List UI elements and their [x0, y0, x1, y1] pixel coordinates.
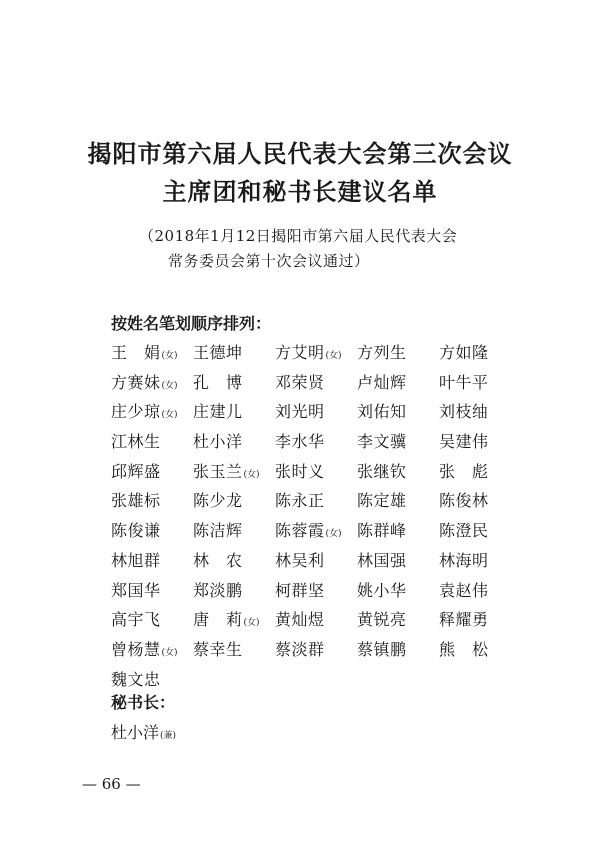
presidium-member [111, 342, 193, 372]
secretary-general-heading: 秘书长： [111, 693, 176, 712]
document-title-line-1: 揭阳市第六届人民代表大会第三次会议 [87, 140, 513, 168]
member-name: 孔 博 [193, 372, 243, 392]
member-name: 释耀勇 [439, 610, 489, 630]
member-name: 吴建伟 [439, 432, 489, 452]
member-name: 林海明 [439, 550, 489, 570]
member-name: 庄建儿 [193, 402, 243, 422]
presidium-member [193, 372, 275, 402]
member-name: 刘光明 [275, 402, 325, 422]
member-name: 姚小华 [357, 580, 407, 600]
member-name: 黄锐亮 [357, 610, 407, 630]
presidium-member [439, 372, 521, 402]
member-name: 陈澄民 [439, 521, 489, 541]
member-gender-note: (女) [161, 647, 178, 658]
presidium-member [111, 490, 193, 520]
presidium-member [111, 431, 193, 461]
member-name: 刘佑知 [357, 402, 407, 422]
member-name: 陈俊谦 [111, 521, 161, 541]
presidium-member [275, 401, 357, 431]
presidium-member [275, 461, 357, 491]
presidium-member [439, 520, 521, 550]
presidium-member [439, 401, 521, 431]
member-name: 王德坤 [193, 343, 243, 362]
presidium-member [357, 609, 439, 639]
member-name: 魏文忠 [111, 669, 161, 689]
member-name: 杜小洋 [193, 432, 243, 452]
secretary-general-entry [111, 720, 176, 743]
member-name: 林旭群 [111, 550, 161, 570]
member-name: 蔡镇鹏 [357, 639, 407, 659]
presidium-member [439, 609, 521, 639]
presidium-member [275, 580, 357, 610]
member-name: 陈俊林 [439, 491, 489, 511]
member-name: 陈洁辉 [193, 521, 243, 541]
member-name: 方如隆 [439, 343, 489, 362]
presidium-member [275, 520, 357, 550]
presidium-member [275, 609, 357, 639]
presidium-member [111, 461, 193, 491]
adoption-note-line-2: 常务委员会第十次会议通过） [168, 252, 370, 270]
member-name: 李文骥 [357, 432, 407, 452]
member-name: 高宇飞 [111, 610, 161, 630]
member-name: 林国强 [357, 550, 407, 570]
member-gender-note: (女) [243, 469, 260, 480]
presidium-name-list [111, 342, 511, 698]
member-name: 卢灿辉 [357, 372, 407, 392]
presidium-member [275, 431, 357, 461]
member-name: 方赛妹 [111, 372, 161, 392]
member-name: 黄灿煜 [275, 610, 325, 630]
member-name: 蔡淡群 [275, 639, 325, 659]
presidium-member [193, 401, 275, 431]
presidium-member [193, 520, 275, 550]
presidium-member [193, 461, 275, 491]
member-name: 林 农 [193, 550, 243, 570]
member-name: 熊 松 [439, 639, 489, 659]
presidium-member [275, 550, 357, 580]
presidium-member [357, 342, 439, 372]
member-gender-note: (女) [325, 529, 342, 540]
member-name: 陈蓉霞 [275, 521, 325, 541]
member-gender-note: (女) [161, 410, 178, 421]
member-name: 郑淡鹏 [193, 580, 243, 600]
presidium-member [111, 520, 193, 550]
member-name: 刘枝䌷 [439, 402, 489, 422]
member-name: 郑国华 [111, 580, 161, 600]
member-name: 张雄标 [111, 491, 161, 511]
member-name: 邱辉盛 [111, 461, 161, 481]
member-name: 张时义 [275, 461, 325, 481]
presidium-member [439, 550, 521, 580]
presidium-member [439, 490, 521, 520]
member-name: 张继钦 [357, 461, 407, 481]
presidium-member [357, 639, 439, 669]
page-number: — 66 — [82, 775, 141, 793]
member-name: 江林生 [111, 432, 161, 452]
presidium-member [193, 580, 275, 610]
member-name: 柯群坚 [275, 580, 325, 600]
presidium-member [111, 609, 193, 639]
presidium-member [111, 401, 193, 431]
presidium-member [357, 372, 439, 402]
presidium-heading: 按姓名笔划顺序排列： [111, 314, 272, 333]
presidium-member [111, 550, 193, 580]
member-name: 陈定雄 [357, 491, 407, 511]
presidium-member [357, 490, 439, 520]
adoption-note-line-1: （2018年1月12日揭阳市第六届人民代表大会 [139, 227, 458, 245]
member-name: 曾杨慧 [111, 639, 161, 659]
presidium-member [193, 550, 275, 580]
presidium-member [111, 372, 193, 402]
member-name: 陈群峰 [357, 521, 407, 541]
presidium-member [439, 431, 521, 461]
presidium-member [439, 461, 521, 491]
member-name: 方列生 [357, 343, 407, 362]
presidium-member [275, 490, 357, 520]
presidium-member [439, 342, 521, 372]
presidium-member [275, 372, 357, 402]
presidium-member [357, 461, 439, 491]
presidium-member [275, 639, 357, 669]
member-name: 庄少琼 [111, 402, 161, 422]
member-name: 蔡幸生 [193, 639, 243, 659]
member-name: 陈永正 [275, 491, 325, 511]
presidium-member [193, 342, 275, 372]
member-name: 方艾明 [275, 343, 325, 362]
member-name: 叶牛平 [439, 372, 489, 392]
member-gender-note: (女) [161, 351, 178, 361]
presidium-member [357, 550, 439, 580]
member-name: 陈少龙 [193, 491, 243, 511]
member-name: 李水华 [275, 432, 325, 452]
member-name: 王 娟 [111, 343, 161, 362]
secretary-general-name: 杜小洋 [111, 723, 160, 742]
secretary-general-note: (兼) [160, 731, 177, 741]
member-name: 张 彪 [439, 461, 489, 481]
member-name: 唐 莉 [193, 610, 243, 630]
member-gender-note: (女) [243, 618, 260, 629]
presidium-member [357, 401, 439, 431]
member-gender-note: (女) [325, 351, 342, 361]
document-title-line-2: 主席团和秘书长建议名单 [162, 178, 438, 206]
member-name: 袁赵伟 [439, 580, 489, 600]
member-gender-note: (女) [161, 380, 178, 391]
presidium-member [193, 490, 275, 520]
presidium-member [193, 639, 275, 669]
presidium-member [357, 431, 439, 461]
member-name: 林吴利 [275, 550, 325, 570]
presidium-member [439, 580, 521, 610]
presidium-member [111, 639, 193, 669]
member-name: 邓荣贤 [275, 372, 325, 392]
presidium-member [357, 580, 439, 610]
member-name: 张玉兰 [193, 461, 243, 481]
presidium-member [193, 609, 275, 639]
presidium-member [439, 639, 521, 669]
presidium-member [111, 580, 193, 610]
presidium-member [275, 342, 357, 372]
presidium-member [357, 520, 439, 550]
presidium-member [193, 431, 275, 461]
